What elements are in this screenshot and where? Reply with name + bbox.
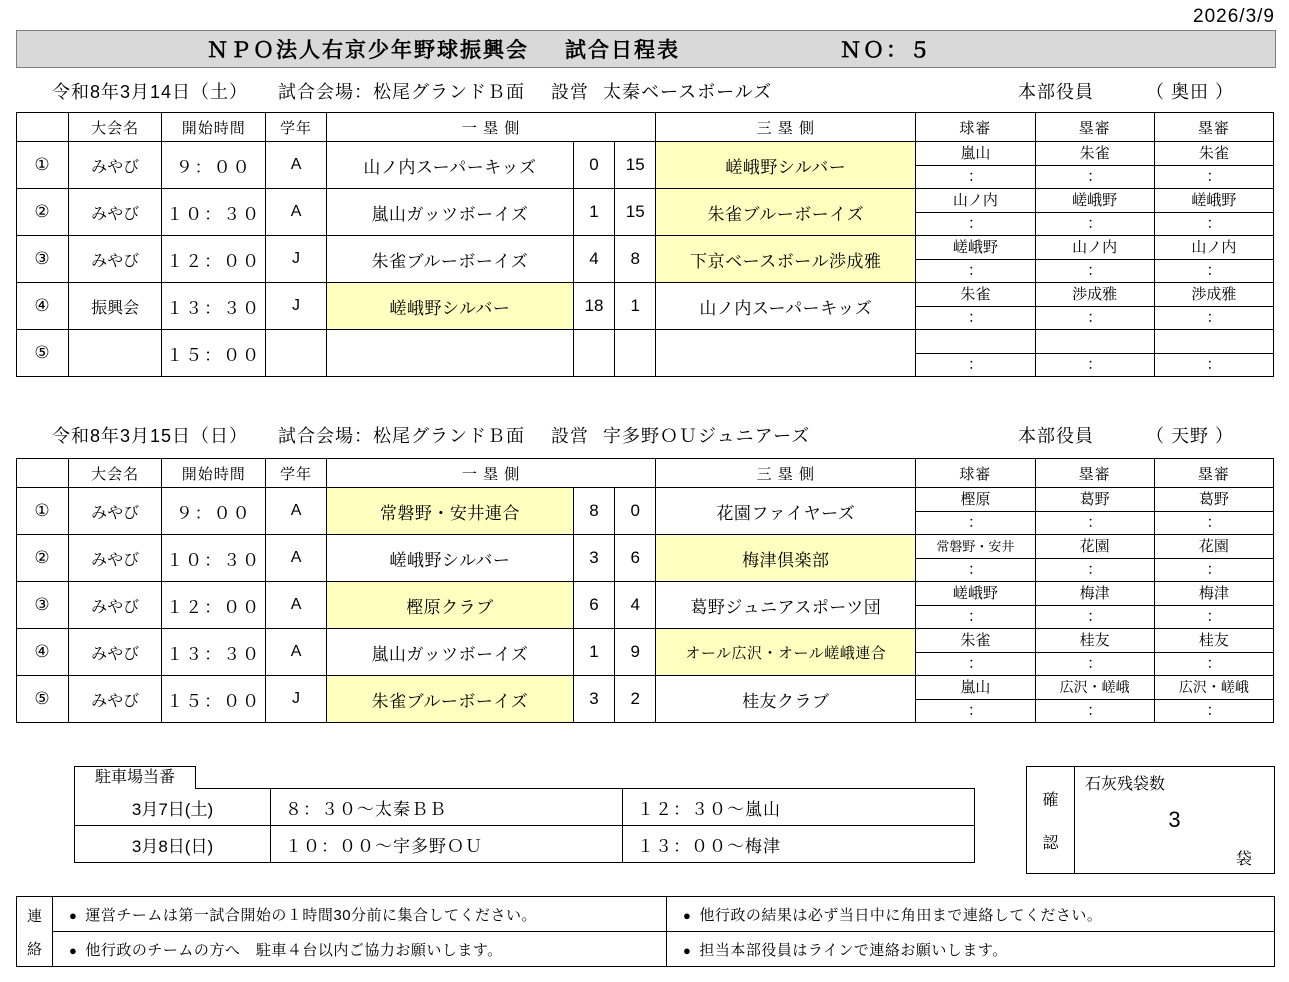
ump-base1-score: ：: [1087, 514, 1103, 531]
document-date: 2026/3/9: [1193, 6, 1275, 27]
confirm-label-line1: 確: [1042, 792, 1059, 809]
row-ump-base2: [1154, 330, 1273, 377]
row-time: １５：００: [162, 676, 266, 723]
ump-base1-name: 桂友: [1036, 629, 1154, 653]
note-item: [53, 932, 667, 967]
ump-base1-name: 広沢・嵯峨: [1036, 676, 1154, 700]
section-1-venue: 試合会場：松尾グランドＢ面: [278, 82, 526, 102]
col-time: 開始時間: [162, 459, 266, 488]
row-tournament: みやび: [69, 488, 162, 535]
parking-slot-2: １２：３０～嵐山: [623, 789, 975, 826]
bullet-icon: ●: [69, 907, 78, 923]
row-score-away: 0: [615, 488, 656, 535]
title-bar: [16, 30, 1276, 68]
row-away-team: 朱雀ブルーボーイズ: [656, 189, 916, 236]
table-header-row: [17, 113, 1274, 142]
col-tournament: 大会名: [69, 459, 162, 488]
section-2-officer-name: （ 天野 ）: [1145, 426, 1234, 446]
parking-date: 3月8日(日): [75, 826, 271, 863]
row-away-team: オール広沢・オール嵯峨連合: [656, 629, 916, 676]
row-no: ⑤: [17, 676, 69, 723]
row-tournament: みやび: [69, 142, 162, 189]
row-ump-base2: [1154, 488, 1273, 535]
lime-label: 石灰残袋数: [1075, 767, 1275, 798]
ump-base1-name: 渉成雅: [1036, 283, 1154, 307]
confirm-label-line2: 認: [1042, 835, 1059, 852]
document-title: 試合日程表: [565, 39, 680, 62]
row-ump-base1: [1035, 676, 1154, 723]
ump-main-name: 常磐野・安井: [916, 535, 1034, 559]
ump-main-name: 樫原: [916, 488, 1034, 512]
row-score-away: [615, 330, 656, 377]
row-home-team: 樫原クラブ: [326, 582, 573, 629]
row-grade: J: [266, 283, 327, 330]
document-number: ＮＯ：５: [840, 39, 932, 62]
row-score-home: 1: [573, 189, 614, 236]
row-score-home: [573, 330, 614, 377]
ump-main-score: ：: [967, 702, 983, 719]
row-time: １３：３０: [162, 283, 266, 330]
col-home: 一 塁 側: [326, 459, 655, 488]
ump-base1-score: ：: [1087, 262, 1103, 279]
row-grade: A: [266, 488, 327, 535]
row-no: ②: [17, 189, 69, 236]
row-score-home: 8: [573, 488, 614, 535]
ump-base1-name: 花園: [1036, 535, 1154, 559]
col-away: 三 塁 側: [656, 459, 916, 488]
col-ump-main: 球審: [916, 459, 1035, 488]
row-no: ⑤: [17, 330, 69, 377]
row-time: １２：００: [162, 236, 266, 283]
table-row: [17, 488, 1274, 535]
ump-base2-name: 広沢・嵯峨: [1155, 676, 1273, 700]
section-2-officer-label: 本部役員: [1018, 426, 1094, 446]
row-time: １０：３０: [162, 189, 266, 236]
row-score-home: 4: [573, 236, 614, 283]
ump-main-score: ：: [967, 608, 983, 625]
ump-base1-score: ：: [1087, 356, 1103, 373]
row-time: １０：３０: [162, 535, 266, 582]
note-text: 他行政のチームの方へ 駐車４台以内ご協力お願いします。: [85, 941, 503, 959]
col-no: [17, 113, 69, 142]
row-ump-base2: [1154, 582, 1273, 629]
ump-main-name: [916, 330, 1034, 354]
row-ump-base1: [1035, 236, 1154, 283]
row-tournament: みやび: [69, 535, 162, 582]
parking-row: [75, 789, 975, 826]
col-ump-main: 球審: [916, 113, 1035, 142]
ump-base1-score: ：: [1087, 215, 1103, 232]
ump-base2-score: ：: [1206, 655, 1222, 672]
ump-base2-name: 葛野: [1155, 488, 1273, 512]
row-ump-base1: [1035, 488, 1154, 535]
table-row: [17, 330, 1274, 377]
parking-table: [74, 788, 975, 863]
ump-main-name: 嵐山: [916, 142, 1034, 166]
table-row: [17, 629, 1274, 676]
row-ump-main: [916, 582, 1035, 629]
ump-main-score: ：: [967, 309, 983, 326]
note-text: 運営チームは第一試合開始の１時間30分前に集合してください。: [85, 906, 538, 924]
row-no: ③: [17, 582, 69, 629]
row-home-team: 山ノ内スーパーキッズ: [326, 142, 573, 189]
row-ump-main: [916, 330, 1035, 377]
row-ump-base1: [1035, 142, 1154, 189]
section-2-setup-label: 設営: [551, 426, 590, 446]
ump-base2-score: ：: [1206, 215, 1222, 232]
section-1-setup-team: 太秦ベースボールズ: [603, 82, 773, 102]
row-tournament: みやび: [69, 629, 162, 676]
org-title: ＮＰＯ法人右京少年野球振興会: [207, 39, 529, 62]
confirm-label: [1027, 767, 1075, 874]
row-tournament: 振興会: [69, 283, 162, 330]
row-home-team: 朱雀ブルーボーイズ: [326, 676, 573, 723]
row-no: ①: [17, 142, 69, 189]
row-ump-base2: [1154, 189, 1273, 236]
parking-slot-2: １３：００～梅津: [623, 826, 975, 863]
row-ump-base2: [1154, 283, 1273, 330]
section-1-officer-name: （ 奥田 ）: [1145, 82, 1234, 102]
ump-base1-name: 葛野: [1036, 488, 1154, 512]
bullet-icon: ●: [683, 907, 692, 923]
ump-base2-score: ：: [1206, 309, 1222, 326]
row-tournament: みやび: [69, 189, 162, 236]
row-score-away: 4: [615, 582, 656, 629]
ump-main-score: ：: [967, 655, 983, 672]
ump-base1-score: ：: [1087, 561, 1103, 578]
row-away-team: 梅津倶楽部: [656, 535, 916, 582]
row-score-home: 0: [573, 142, 614, 189]
table-row: [17, 189, 1274, 236]
row-no: ④: [17, 629, 69, 676]
section-2-venue: 試合会場：松尾グランドＢ面: [278, 426, 526, 446]
row-ump-base1: [1035, 330, 1154, 377]
row-ump-base2: [1154, 236, 1273, 283]
row-home-team: 朱雀ブルーボーイズ: [326, 236, 573, 283]
row-ump-base1: [1035, 283, 1154, 330]
ump-base2-name: 朱雀: [1155, 142, 1273, 166]
section-1-setup-label: 設営: [551, 82, 590, 102]
col-tournament: 大会名: [69, 113, 162, 142]
row-away-team: 葛野ジュニアスポーツ団: [656, 582, 916, 629]
row-no: ③: [17, 236, 69, 283]
schedule-table-day1: [16, 112, 1274, 377]
col-away: 三 塁 側: [656, 113, 916, 142]
row-home-team: 常磐野・安井連合: [326, 488, 573, 535]
section-2-header: [0, 422, 1289, 448]
row-ump-main: [916, 676, 1035, 723]
ump-base1-name: 梅津: [1036, 582, 1154, 606]
row-time: ９：００: [162, 142, 266, 189]
ump-main-name: 朱雀: [916, 283, 1034, 307]
row-tournament: みやび: [69, 676, 162, 723]
col-ump-base2: 塁審: [1154, 113, 1273, 142]
ump-main-score: ：: [967, 356, 983, 373]
ump-base2-score: ：: [1206, 514, 1222, 531]
row-time: １２：００: [162, 582, 266, 629]
parking-slot-1: ８：３０～太秦ＢＢ: [271, 789, 623, 826]
row-score-away: 8: [615, 236, 656, 283]
col-time: 開始時間: [162, 113, 266, 142]
row-ump-main: [916, 142, 1035, 189]
row-ump-main: [916, 236, 1035, 283]
row-time: １３：３０: [162, 629, 266, 676]
col-grade: 学年: [266, 113, 327, 142]
row-grade: A: [266, 582, 327, 629]
row-score-away: 1: [615, 283, 656, 330]
row-home-team: 嵐山ガッツボーイズ: [326, 189, 573, 236]
bullet-icon: ●: [683, 942, 692, 958]
ump-base1-name: [1036, 330, 1154, 354]
ump-base2-score: ：: [1206, 561, 1222, 578]
row-ump-base1: [1035, 189, 1154, 236]
ump-base2-name: [1155, 330, 1273, 354]
row-home-team: 嵐山ガッツボーイズ: [326, 629, 573, 676]
ump-main-name: 山ノ内: [916, 189, 1034, 213]
row-away-team: 桂友クラブ: [656, 676, 916, 723]
section-1-officer-label: 本部役員: [1018, 82, 1094, 102]
row-ump-main: [916, 488, 1035, 535]
section-1-date: 令和8年3月14日（土）: [52, 82, 249, 102]
ump-base2-name: 桂友: [1155, 629, 1273, 653]
row-ump-base1: [1035, 535, 1154, 582]
row-no: ④: [17, 283, 69, 330]
row-time: １５：００: [162, 330, 266, 377]
col-ump-base1: 塁審: [1035, 459, 1154, 488]
section-2-date: 令和8年3月15日（日）: [52, 426, 249, 446]
section-1-header: [0, 78, 1289, 104]
row-grade: J: [266, 236, 327, 283]
row-ump-main: [916, 629, 1035, 676]
bullet-icon: ●: [69, 942, 78, 958]
row-score-away: 6: [615, 535, 656, 582]
ump-base1-score: ：: [1087, 608, 1103, 625]
row-away-team: 嵯峨野シルバー: [656, 142, 916, 189]
ump-main-name: 嵐山: [916, 676, 1034, 700]
notes-label-line1: 連: [26, 907, 42, 925]
ump-main-score: ：: [967, 514, 983, 531]
row-tournament: みやび: [69, 582, 162, 629]
ump-base2-score: ：: [1206, 356, 1222, 373]
ump-base1-name: 嵯峨野: [1036, 189, 1154, 213]
table-row: [17, 676, 1274, 723]
row-score-away: 15: [615, 189, 656, 236]
row-ump-main: [916, 283, 1035, 330]
lime-stock-box: [1026, 766, 1275, 874]
ump-main-name: 朱雀: [916, 629, 1034, 653]
col-home: 一 塁 側: [326, 113, 655, 142]
row-grade: A: [266, 142, 327, 189]
row-grade: [266, 330, 327, 377]
row-ump-base2: [1154, 142, 1273, 189]
row-home-team: [326, 330, 573, 377]
ump-base2-name: 山ノ内: [1155, 236, 1273, 260]
row-score-home: 3: [573, 535, 614, 582]
col-ump-base1: 塁審: [1035, 113, 1154, 142]
ump-base2-score: ：: [1206, 262, 1222, 279]
note-item: [667, 932, 1275, 967]
row-no: ①: [17, 488, 69, 535]
row-ump-base2: [1154, 629, 1273, 676]
row-away-team: [656, 330, 916, 377]
parking-date: 3月7日(土): [75, 789, 271, 826]
ump-base2-name: 渉成雅: [1155, 283, 1273, 307]
row-ump-base2: [1154, 676, 1273, 723]
ump-main-name: 嵯峨野: [916, 582, 1034, 606]
row-ump-base1: [1035, 629, 1154, 676]
row-score-home: 18: [573, 283, 614, 330]
ump-base2-name: 花園: [1155, 535, 1273, 559]
ump-base1-score: ：: [1087, 309, 1103, 326]
row-score-home: 6: [573, 582, 614, 629]
row-score-away: 9: [615, 629, 656, 676]
ump-base1-score: ：: [1087, 702, 1103, 719]
schedule-table-day2: [16, 458, 1274, 723]
col-no: [17, 459, 69, 488]
notes-label-line2: 絡: [26, 940, 42, 958]
table-row: [17, 236, 1274, 283]
row-home-team: 嵯峨野シルバー: [326, 535, 573, 582]
row-away-team: 花園ファイヤーズ: [656, 488, 916, 535]
row-away-team: 山ノ内スーパーキッズ: [656, 283, 916, 330]
ump-base2-name: 嵯峨野: [1155, 189, 1273, 213]
table-row: [17, 582, 1274, 629]
row-home-team: 嵯峨野シルバー: [326, 283, 573, 330]
table-row: [17, 142, 1274, 189]
row-ump-main: [916, 189, 1035, 236]
row-grade: A: [266, 189, 327, 236]
notes-label: [17, 897, 53, 967]
ump-main-score: ：: [967, 215, 983, 232]
ump-base1-score: ：: [1087, 168, 1103, 185]
row-score-home: 1: [573, 629, 614, 676]
ump-base2-name: 梅津: [1155, 582, 1273, 606]
ump-base2-score: ：: [1206, 702, 1222, 719]
row-no: ②: [17, 535, 69, 582]
lime-unit: 袋: [1075, 842, 1275, 873]
col-grade: 学年: [266, 459, 327, 488]
ump-base1-name: 山ノ内: [1036, 236, 1154, 260]
parking-row: [75, 826, 975, 863]
col-ump-base2: 塁審: [1154, 459, 1273, 488]
ump-main-name: 嵯峨野: [916, 236, 1034, 260]
ump-base1-name: 朱雀: [1036, 142, 1154, 166]
note-text: 他行政の結果は必ず当日中に角田まで連絡してください。: [699, 906, 1103, 924]
note-item: [53, 897, 667, 932]
notes-box: [16, 896, 1275, 967]
ump-base1-score: ：: [1087, 655, 1103, 672]
ump-base2-score: ：: [1206, 168, 1222, 185]
row-grade: A: [266, 629, 327, 676]
table-row: [17, 535, 1274, 582]
parking-slot-1: １０：００～宇多野ＯＵ: [271, 826, 623, 863]
row-score-away: 15: [615, 142, 656, 189]
table-header-row: [17, 459, 1274, 488]
row-tournament: みやび: [69, 236, 162, 283]
row-ump-base2: [1154, 535, 1273, 582]
row-grade: A: [266, 535, 327, 582]
note-text: 担当本部役員はラインで連絡お願いします。: [699, 941, 1008, 959]
ump-base2-score: ：: [1206, 608, 1222, 625]
row-score-home: 3: [573, 676, 614, 723]
note-item: [667, 897, 1275, 932]
row-ump-base1: [1035, 582, 1154, 629]
parking-title: 駐車場当番: [74, 766, 196, 789]
section-2-setup-team: 宇多野ＯＵジュニアーズ: [603, 426, 811, 446]
ump-main-score: ：: [967, 168, 983, 185]
lime-count: 3: [1075, 798, 1275, 843]
table-row: [17, 283, 1274, 330]
row-time: ９：００: [162, 488, 266, 535]
row-ump-main: [916, 535, 1035, 582]
row-tournament: [69, 330, 162, 377]
ump-main-score: ：: [967, 262, 983, 279]
row-score-away: 2: [615, 676, 656, 723]
row-away-team: 下京ベースボール渉成雅: [656, 236, 916, 283]
ump-main-score: ：: [967, 561, 983, 578]
row-grade: J: [266, 676, 327, 723]
